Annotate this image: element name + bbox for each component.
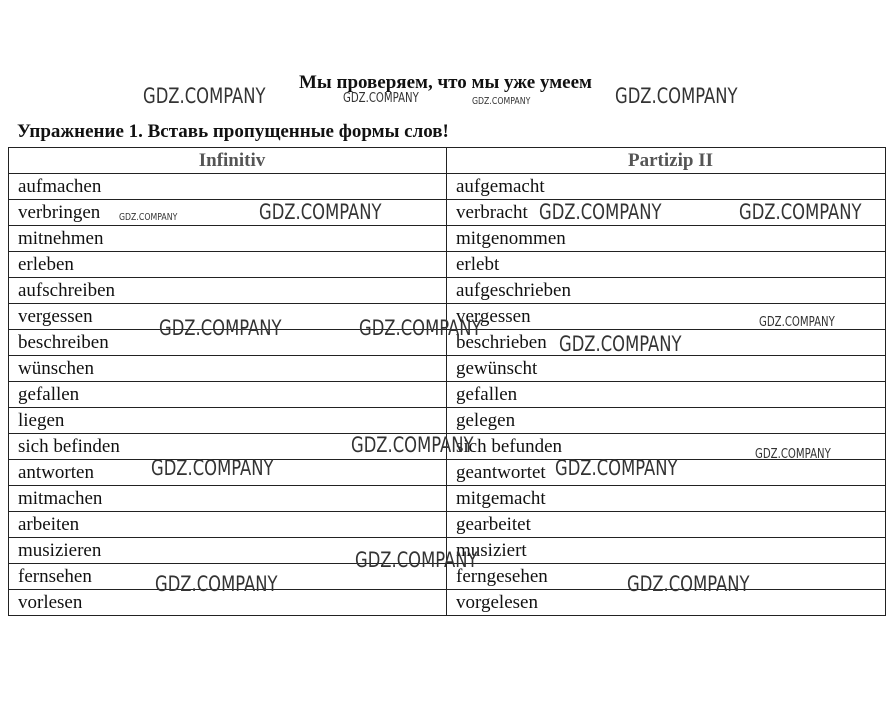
table-row	[9, 304, 886, 330]
table-row	[9, 226, 886, 252]
watermark: GDZ.COMPANY	[259, 200, 382, 224]
watermark: GDZ.COMPANY	[159, 316, 282, 340]
partizip-cell: gewünscht	[447, 356, 886, 382]
infinitiv-cell: vergessen	[9, 304, 447, 330]
infinitiv-cell: verbringen	[9, 200, 447, 226]
partizip-cell: mitgenommen	[447, 226, 886, 252]
watermark: GDZ.COMPANY	[539, 200, 662, 224]
verb-forms-table	[8, 147, 886, 616]
watermark: GDZ.COMPANY	[472, 96, 531, 107]
table-row	[9, 512, 886, 538]
watermark: GDZ.COMPANY	[559, 332, 682, 356]
partizip-cell: erlebt	[447, 252, 886, 278]
table-row	[9, 174, 886, 200]
watermark: GDZ.COMPANY	[359, 316, 482, 340]
watermark: GDZ.COMPANY	[351, 433, 474, 457]
watermark: GDZ.COMPANY	[143, 84, 266, 108]
watermark: GDZ.COMPANY	[119, 212, 178, 223]
partizip-cell: gefallen	[447, 382, 886, 408]
table-row	[9, 278, 886, 304]
table-row	[9, 460, 886, 486]
watermark: GDZ.COMPANY	[343, 91, 419, 106]
table-row	[9, 486, 886, 512]
infinitiv-cell: aufmachen	[9, 174, 447, 200]
infinitiv-cell: antworten	[9, 460, 447, 486]
infinitiv-cell: musizieren	[9, 538, 447, 564]
partizip-cell: aufgemacht	[447, 174, 886, 200]
watermark: GDZ.COMPANY	[759, 315, 835, 330]
table-row	[9, 252, 886, 278]
partizip-cell: aufgeschrieben	[447, 278, 886, 304]
watermark: GDZ.COMPANY	[615, 84, 738, 108]
table-row	[9, 408, 886, 434]
partizip-cell: musiziert	[447, 538, 886, 564]
infinitiv-cell: vorlesen	[9, 590, 447, 616]
table-row	[9, 590, 886, 616]
infinitiv-cell: erleben	[9, 252, 447, 278]
partizip-cell: verbracht	[447, 200, 886, 226]
infinitiv-cell: fernsehen	[9, 564, 447, 590]
partizip-cell: vergessen	[447, 304, 886, 330]
partizip-cell: vorgelesen	[447, 590, 886, 616]
column-header-partizip: Partizip II	[447, 148, 886, 174]
partizip-cell: mitgemacht	[447, 486, 886, 512]
partizip-cell: gelegen	[447, 408, 886, 434]
partizip-cell: beschrieben	[447, 330, 886, 356]
partizip-cell: ferngesehen	[447, 564, 886, 590]
table-row	[9, 330, 886, 356]
partizip-cell: sich befunden	[447, 434, 886, 460]
table-header-row	[9, 148, 886, 174]
watermark: GDZ.COMPANY	[627, 572, 750, 596]
infinitiv-cell: wünschen	[9, 356, 447, 382]
table-row	[9, 434, 886, 460]
table-row	[9, 382, 886, 408]
table-row	[9, 538, 886, 564]
column-header-infinitiv: Infinitiv	[9, 148, 447, 174]
infinitiv-cell: gefallen	[9, 382, 447, 408]
page-title: Мы проверяем, что мы уже умеем	[298, 72, 592, 93]
infinitiv-cell: mitmachen	[9, 486, 447, 512]
watermark: GDZ.COMPANY	[739, 200, 862, 224]
exercise-heading: Упражнение 1. Вставь пропущенные формы слов!	[17, 121, 449, 142]
infinitiv-cell: arbeiten	[9, 512, 447, 538]
table-row	[9, 200, 886, 226]
watermark: GDZ.COMPANY	[555, 456, 678, 480]
infinitiv-cell: liegen	[9, 408, 447, 434]
watermark: GDZ.COMPANY	[151, 456, 274, 480]
watermark: GDZ.COMPANY	[755, 447, 831, 462]
watermark: GDZ.COMPANY	[155, 572, 278, 596]
infinitiv-cell: beschreiben	[9, 330, 447, 356]
infinitiv-cell: mitnehmen	[9, 226, 447, 252]
table-row	[9, 356, 886, 382]
partizip-cell: geantwortet	[447, 460, 886, 486]
table-row	[9, 564, 886, 590]
watermark: GDZ.COMPANY	[355, 548, 478, 572]
infinitiv-cell: sich befinden	[9, 434, 447, 460]
partizip-cell: gearbeitet	[447, 512, 886, 538]
infinitiv-cell: aufschreiben	[9, 278, 447, 304]
